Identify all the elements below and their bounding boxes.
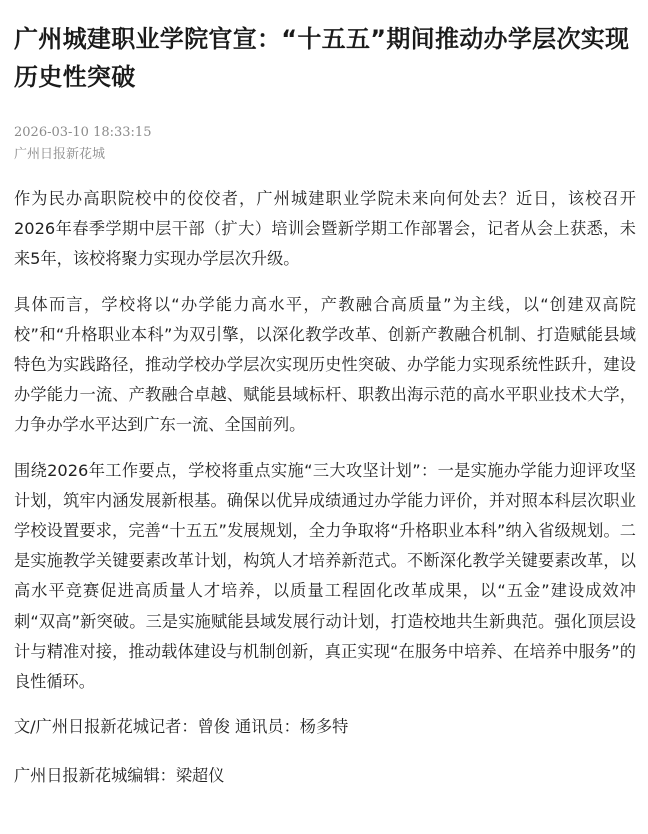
article-meta [14, 122, 636, 166]
article [14, 0, 636, 811]
article-paragraph: 具体而言，学校将以“办学能力高水平，产教融合高质量”为主线，以“创建双高院校”和“升格职业本科”为双引擎，以深化教学改革、创新产教融合机制、打造赋能县域特色为实践路径，推动学校办学层次实现历史性突破、办学能力实现系统性跃升，建设办学能力一流、产教融合卓越、赋能县域标杆、职教出海示范的高水平职业技术大学，力争办学水平达到广东一流、全国前列。 [14, 294, 636, 435]
publish-timestamp: 2026-03-10 18:33:15 [14, 125, 152, 140]
editor-credit: 广州日报新花城编辑：梁超仪 [14, 766, 225, 786]
article-paragraph: 作为民办高职院校中的佼佼者，广州城建职业学院未来向何处去？近日，该校召开2026年春季学期中层干部（扩大）培训会暨新学期工作部署会，记者从会上获悉，未来5年，该校将聚力实现办学层次升级。 [14, 189, 636, 269]
article-paragraph: 围绕2026年工作要点，学校将重点实施“三大攻坚计划”：一是实施办学能力迎评攻坚计划，筑牢内涵发展新根基。确保以优异成绩通过办学能力评价，并对照本科层次职业学校设置要求，完善“十五五”发展规划，全力争取将“升格职业本科”纳入省级规划。二是实施教学关键要素改革计划，构筑人才培养新范式。不断深化教学关键要素改革，以高水平竞赛促进高质量人才培养，以质量工程固化改革成果，以“五金”建设成效冲刺“双高”新突破。三是实施赋能县域发展行动计划，打造校地共生新典范。强化顶层设计与精准对接，推动载体建设与机制创新，真正实现“在服务中培养、在培养中服务”的良性循环。 [14, 460, 636, 692]
article-source: 广州日报新花城 [14, 147, 106, 162]
article-title: 广州城建职业学院官宣：“十五五”期间推动办学层次实现历史性突破 [14, 25, 630, 91]
reporter-credit: 文/广州日报新花城记者：曾俊 通讯员：杨多特 [14, 717, 349, 737]
article-body [14, 184, 636, 792]
